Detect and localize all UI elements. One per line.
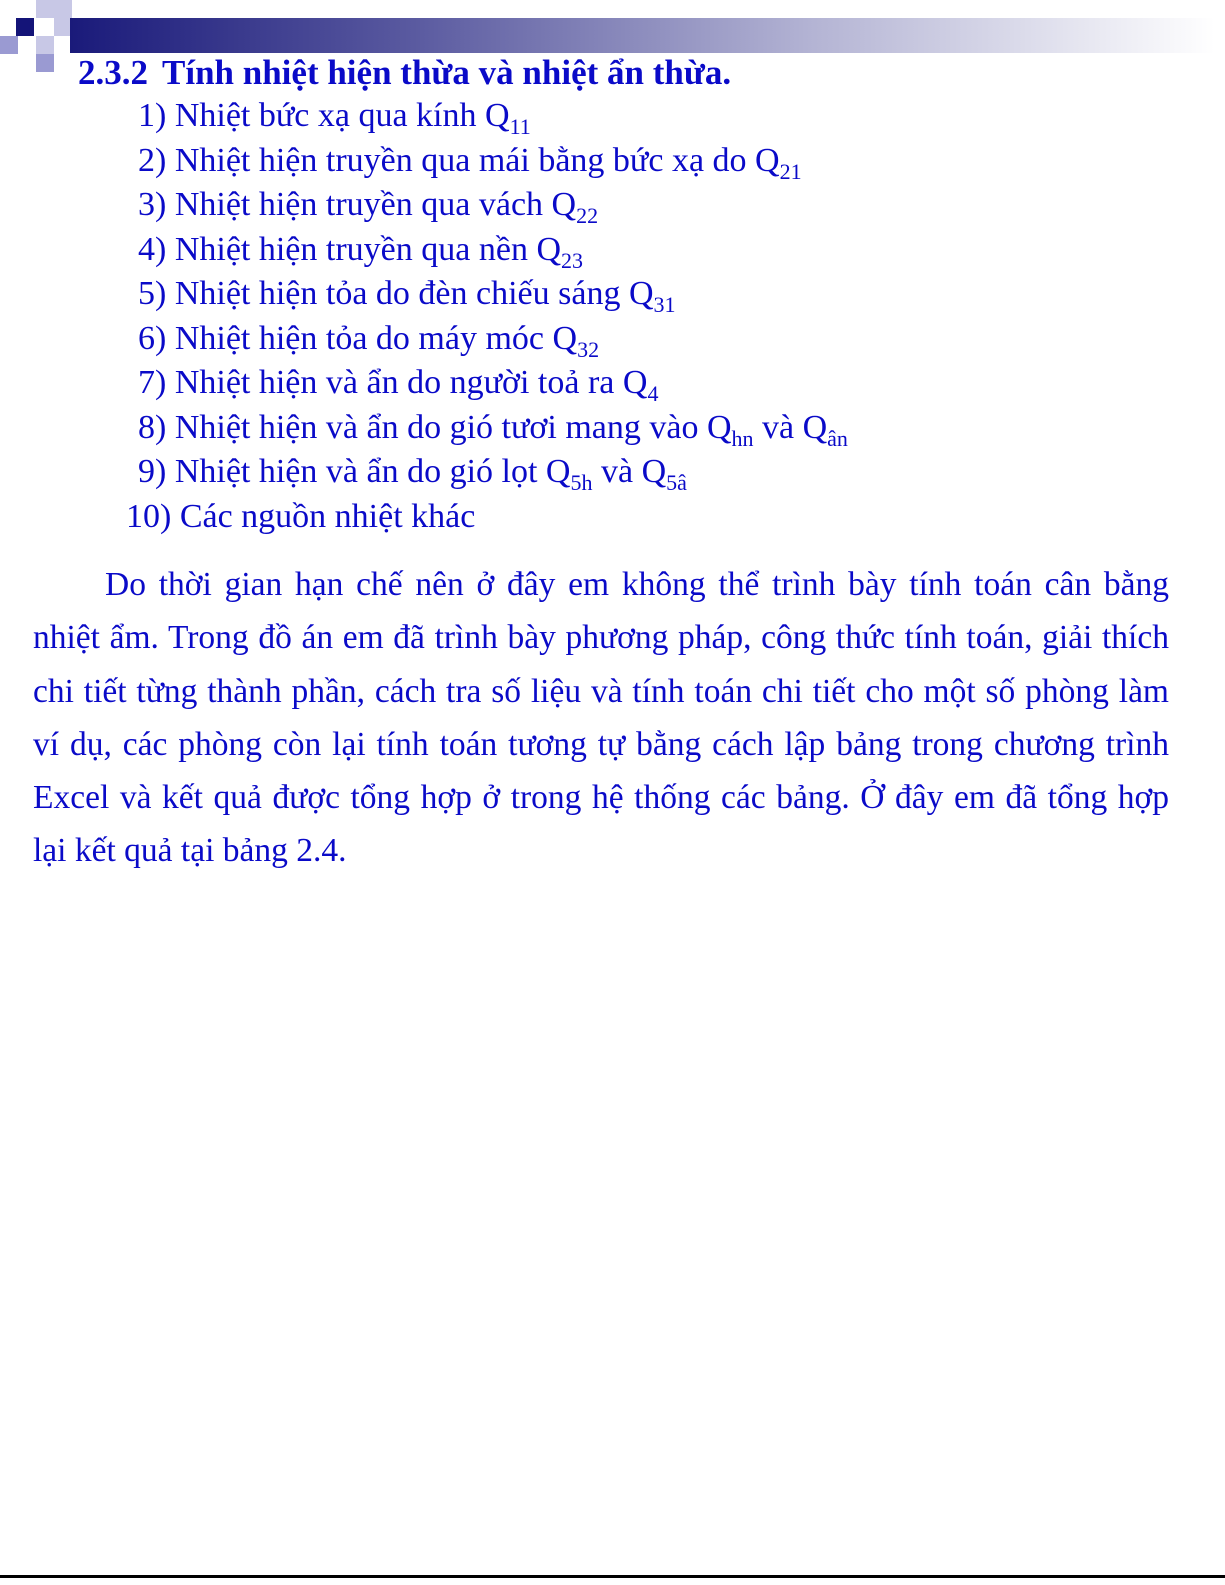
list-item: 9) Nhiệt hiện và ẩn do gió lọt $Q_{5h}$ và $Q_{5â}$ (138, 453, 687, 495)
list-item: 6) Nhiệt hiện tỏa do máy móc $Q_{32}$ (138, 319, 600, 362)
list-item: 3) Nhiệt hiện truyền qua vách $Q_{22}$ (138, 186, 599, 228)
list-item: 2) Nhiệt hiện truyền qua mái bằng bức xạ do $Q_{21}$ (138, 141, 802, 184)
list-item: 10) Các nguồn nhiệt khác (126, 497, 476, 535)
decor-square-mid (36, 54, 54, 72)
decor-square-light (36, 36, 54, 54)
body-paragraph: Do thời gian hạn chế nên ở đây em không thể trình bày tính toán cân bằng nhiệt ẩm. Trong đồ án em đã trình bày phương pháp, công thức tính toán, giải thích chi tiết từng thành phần, cách tra số liệu và tính toán chi tiết cho một số phòng làm ví dụ, các phòng còn lại tính toán tương tự bằng cách lập bảng trong chương trình Excel và kết quả được tổng hợp ở trong hệ thống các bảng. Ở đây em đã tổng hợp lại kết quả tại bảng 2.4. (33, 566, 1169, 870)
section-number: 2.3.2 (78, 53, 148, 92)
list-item: 5) Nhiệt hiện tỏa do đèn chiếu sáng $Q_{31}$ (138, 275, 676, 317)
section-title: Tính nhiệt hiện thừa và nhiệt ẩn thừa. (162, 53, 732, 92)
list-item: 7) Nhiệt hiện và ẩn do người toả ra $Q_4$ (138, 364, 659, 406)
decor-square-light (54, 0, 72, 18)
list-item: 8) Nhiệt hiện và ẩn do gió tươi mang vào $Q_{hn}$ và $Q_{ân}$ (138, 408, 848, 451)
list-item: 1) Nhiệt bức xạ qua kính $Q_{11}$ (138, 97, 531, 139)
decor-square-light (36, 0, 54, 18)
list-item: 4) Nhiệt hiện truyền qua nền $Q_{23}$ (138, 230, 583, 273)
decor-square-mid (0, 36, 18, 54)
section-heading (78, 52, 731, 94)
bottom-rule (0, 1575, 1225, 1578)
header-gradient-bar (70, 18, 1215, 53)
decor-square-dark (16, 18, 34, 36)
